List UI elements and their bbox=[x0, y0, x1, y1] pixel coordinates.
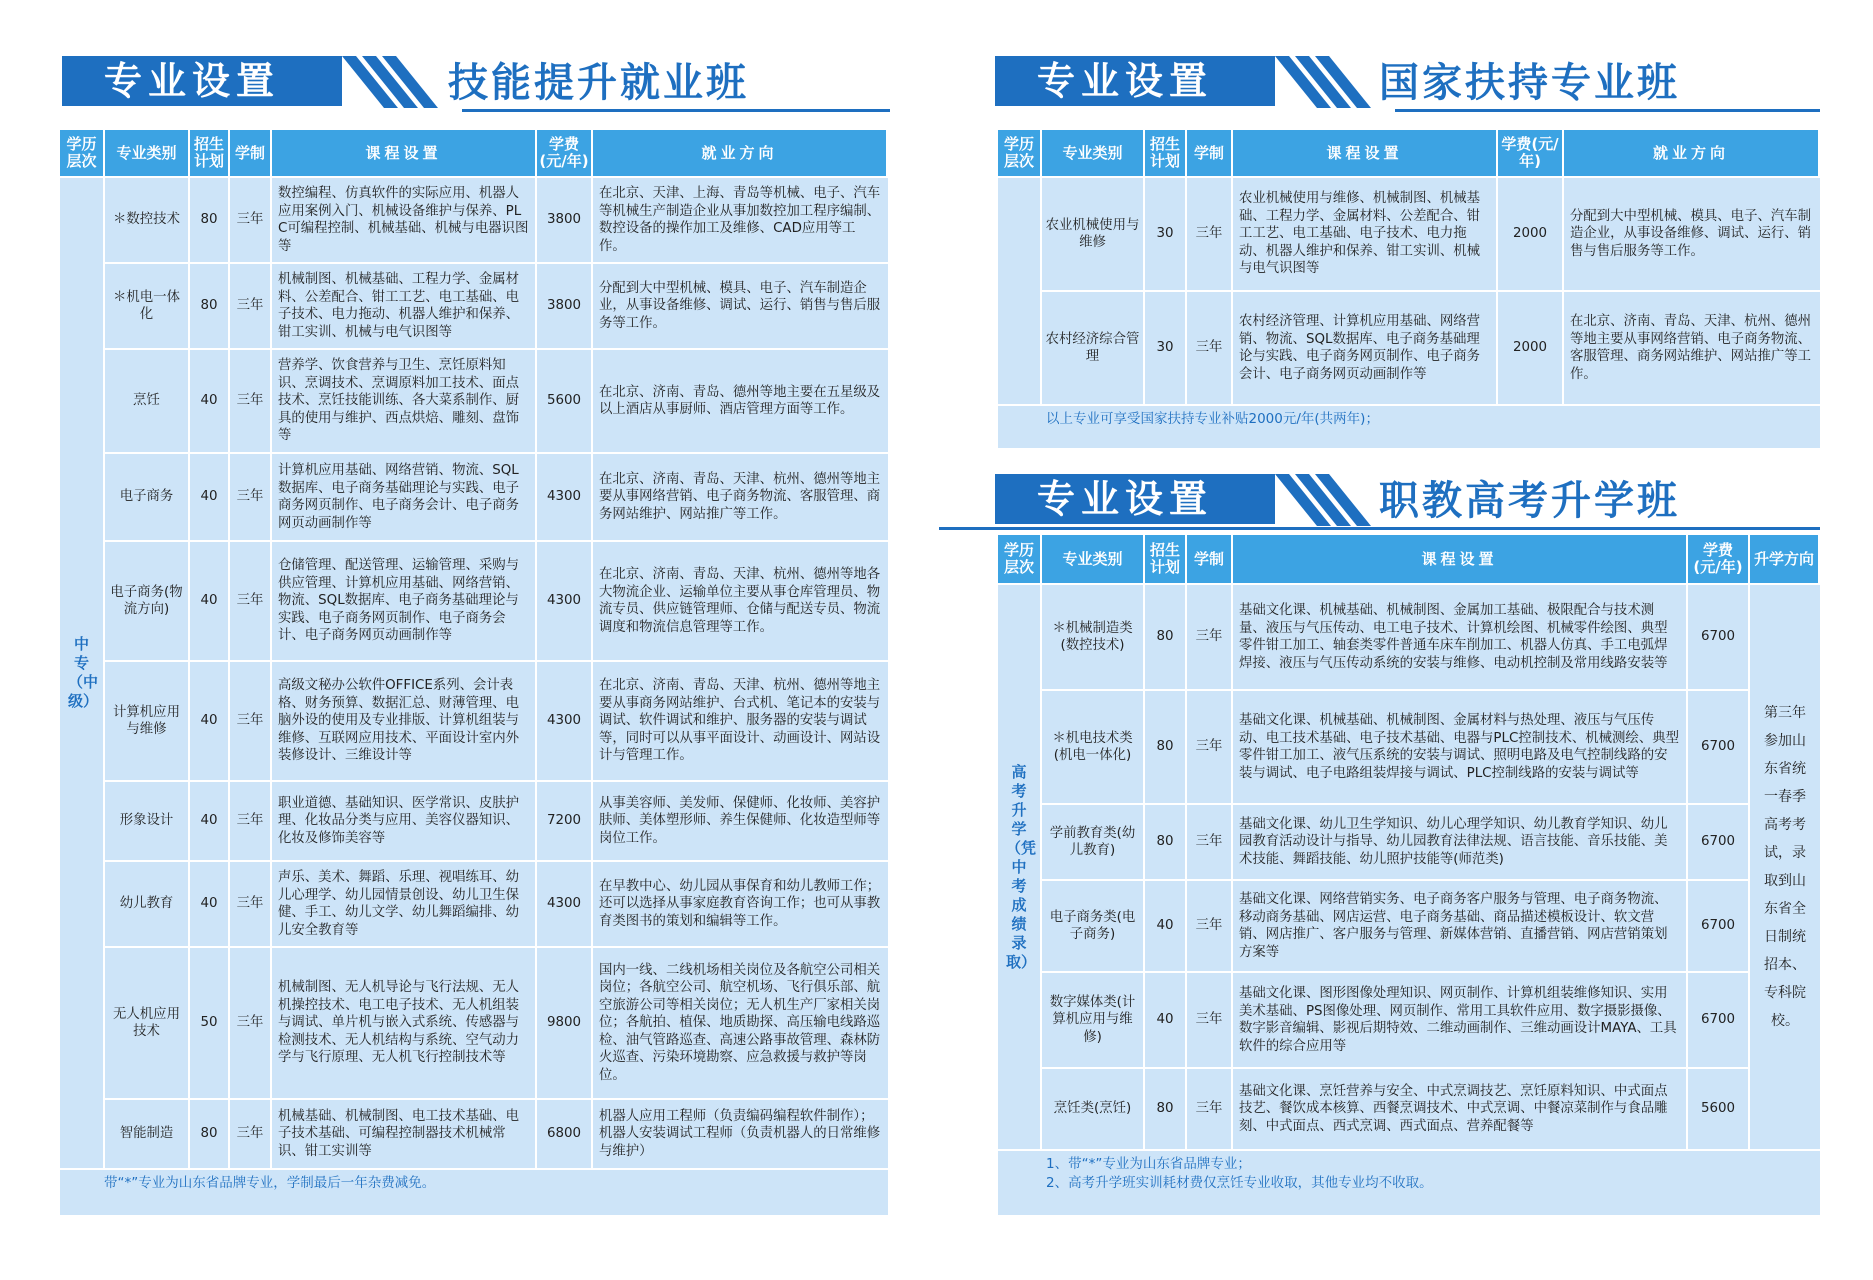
plan-cell: 80 bbox=[1145, 691, 1187, 805]
duration-cell: 三年 bbox=[230, 264, 272, 350]
category-cell: 电子商务(物流方向) bbox=[105, 542, 190, 662]
direction-cell: 在北京、天津、上海、青岛等机械、电子、汽车等机械生产制造企业从事加数控加工程序编制、数控设备的操作加工及维修、CAD应用等工作。 bbox=[593, 178, 888, 264]
table-row bbox=[60, 178, 888, 264]
duration-cell: 三年 bbox=[230, 1100, 272, 1170]
duration-cell: 三年 bbox=[1187, 585, 1233, 691]
fee-cell: 2000 bbox=[1498, 178, 1564, 292]
banner-underline bbox=[1395, 109, 1820, 112]
duration-cell: 三年 bbox=[230, 454, 272, 542]
banner-tag: 专业设置 bbox=[104, 59, 281, 103]
stripes-decoration bbox=[1275, 56, 1395, 108]
header-courses: 课程设置 bbox=[1233, 130, 1498, 178]
table-row bbox=[60, 264, 888, 350]
table-row bbox=[60, 454, 888, 542]
plan-cell: 30 bbox=[1145, 178, 1187, 292]
plan-cell: 80 bbox=[190, 264, 230, 350]
category-cell: 烹饪 bbox=[105, 350, 190, 454]
table-row bbox=[998, 881, 1820, 973]
courses-cell: 农业机械使用与维修、机械制图、机械基础、工程力学、金属材料、公差配合、钳工工艺、电工基础、电子技术、电力拖动、机器人维护和保养、钳工实训、机械与电气识图等 bbox=[1233, 178, 1498, 292]
level-cell bbox=[998, 178, 1042, 406]
header-level: 学历层次 bbox=[998, 130, 1042, 178]
courses-cell: 农村经济管理、计算机应用基础、网络营销、物流、SQL数据库、电子商务基础理论与实践、电子商务网页制作、电子商务会计、电子商务网页动画制作等 bbox=[1233, 292, 1498, 406]
category-cell: 幼儿教育 bbox=[105, 862, 190, 948]
stripes-decoration bbox=[342, 56, 462, 108]
banner-title: 技能提升就业班 bbox=[448, 60, 749, 106]
banner-title: 国家扶持专业班 bbox=[1379, 60, 1680, 106]
duration-cell: 三年 bbox=[1187, 178, 1233, 292]
header-level: 学历层次 bbox=[60, 130, 105, 178]
fee-cell: 2000 bbox=[1498, 292, 1564, 406]
exam-note-2: 2、高考升学班实训耗材费仅烹饪专业收取，其他专业均不收取。 bbox=[1046, 1175, 1433, 1191]
duration-cell: 三年 bbox=[1187, 973, 1233, 1069]
fee-cell: 6700 bbox=[1688, 585, 1750, 691]
duration-cell: 三年 bbox=[1187, 691, 1233, 805]
courses-cell: 声乐、美术、舞蹈、乐理、视唱练耳、幼儿心理学、幼儿园情景创设、幼儿卫生保健、手工、幼儿文学、幼儿舞蹈编排、幼儿安全教育等 bbox=[272, 862, 537, 948]
header-fee: 学费(元/年) bbox=[537, 130, 593, 178]
courses-cell: 基础文化课、图形图像处理知识、网页制作、计算机组装维修知识、实用美术基础、PS图像处理、网页制作、常用工具软件应用、数字摄影摄像、数字影音编辑、影视后期特效、二维动画制作、三维动画设计MAYA、工具软件的综合应用等 bbox=[1233, 973, 1688, 1069]
courses-cell: 数控编程、仿真软件的实际应用、机器人应用案例入门、机械设备维护与保养、PLC可编程控制、机械基础、机械与电器识图等 bbox=[272, 178, 537, 264]
plan-cell: 80 bbox=[190, 178, 230, 264]
banner-underline bbox=[939, 527, 1820, 530]
level-cell: 中专（中级） bbox=[60, 178, 105, 1170]
duration-cell: 三年 bbox=[230, 948, 272, 1100]
direction-cell: 在早教中心、幼儿园从事保育和幼儿教师工作；还可以选择从事家庭教育咨询工作；也可从事教育类图书的策划和编辑等工作。 bbox=[593, 862, 888, 948]
duration-cell: 三年 bbox=[1187, 292, 1233, 406]
exam-notes bbox=[998, 1151, 1820, 1197]
category-cell: 数字媒体类(计算机应用与维修) bbox=[1042, 973, 1145, 1069]
table-row bbox=[60, 782, 888, 862]
banner-exam bbox=[995, 470, 1820, 530]
fee-cell: 7200 bbox=[537, 782, 593, 862]
direction-cell: 分配到大中型机械、模具、电子、汽车制造企业，从事设备维修、调试、运行、销售与售后服务等工作。 bbox=[1564, 178, 1820, 292]
skill-panel bbox=[60, 130, 888, 1215]
courses-cell: 机械制图、机械基础、工程力学、金属材料、公差配合、钳工工艺、电工基础、电子技术、电力拖动、机器人维护和保养、钳工实训、机械与电气识图等 bbox=[272, 264, 537, 350]
plan-cell: 80 bbox=[190, 1100, 230, 1170]
state-panel bbox=[998, 130, 1820, 448]
category-cell: ＊机电技术类(机电一体化) bbox=[1042, 691, 1145, 805]
duration-cell: 三年 bbox=[1187, 1069, 1233, 1151]
table-row bbox=[998, 585, 1820, 691]
plan-cell: 50 bbox=[190, 948, 230, 1100]
category-cell: 学前教育类(幼儿教育) bbox=[1042, 805, 1145, 881]
table-row bbox=[998, 805, 1820, 881]
banner-skill bbox=[62, 52, 890, 112]
plan-cell: 30 bbox=[1145, 292, 1187, 406]
table-row bbox=[60, 948, 888, 1100]
courses-cell: 基础文化课、烹饪营养与安全、中式烹调技艺、烹饪原料知识、中式面点技艺、餐饮成本核算、西餐烹调技术、中式烹调、中餐凉菜制作与食品雕刻、中式面点、西式烹调、西式面点、营养配餐等 bbox=[1233, 1069, 1688, 1151]
courses-cell: 基础文化课、机械基础、机械制图、金属材料与热处理、液压与气压传动、电工技术基础、电子技术基础、电器与PLC控制技术、机械测绘、典型零件钳工加工、液气压系统的安装与调试、照明电路及电气控制线路的安装与调试、电子电路组装焊接与调试、PLC控制线路的安装与调试等 bbox=[1233, 691, 1688, 805]
header-direction: 就业方向 bbox=[1564, 130, 1820, 178]
category-cell: 农业机械使用与维修 bbox=[1042, 178, 1145, 292]
fee-cell: 6800 bbox=[537, 1100, 593, 1170]
fee-cell: 4300 bbox=[537, 542, 593, 662]
courses-cell: 基础文化课、机械基础、机械制图、金属加工基础、极限配合与技术测量、液压与气压传动、电工电子技术、计算机绘图、机械零件绘图、典型零件钳工加工、轴套类零件普通车床车削加工、机器人仿真、手工电弧焊焊接、液压与气压传动系统的安装与维修、电动机控制及常用线路安装等 bbox=[1233, 585, 1688, 691]
state-table bbox=[998, 130, 1820, 406]
duration-cell: 三年 bbox=[230, 782, 272, 862]
banner-title: 职教高考升学班 bbox=[1379, 478, 1680, 524]
header-duration: 学制 bbox=[230, 130, 272, 178]
category-cell: ＊机械制造类(数控技术) bbox=[1042, 585, 1145, 691]
exam-note-1: 1、带“*”专业为山东省品牌专业； bbox=[1046, 1156, 1251, 1172]
fee-cell: 4300 bbox=[537, 454, 593, 542]
category-cell: 电子商务类(电子商务) bbox=[1042, 881, 1145, 973]
category-cell: ＊机电一体化 bbox=[105, 264, 190, 350]
table-row bbox=[60, 862, 888, 948]
duration-cell: 三年 bbox=[230, 662, 272, 782]
plan-cell: 40 bbox=[190, 542, 230, 662]
header-courses: 课程设置 bbox=[272, 130, 537, 178]
direction-cell: 机器人应用工程师（负责编码编程软件制作）；机器人安装调试工程师（负责机器人的日常维修与维护） bbox=[593, 1100, 888, 1170]
banner-underline bbox=[462, 109, 890, 112]
plan-cell: 40 bbox=[1145, 881, 1187, 973]
plan-cell: 80 bbox=[1145, 805, 1187, 881]
plan-cell: 80 bbox=[1145, 585, 1187, 691]
duration-cell: 三年 bbox=[1187, 881, 1233, 973]
duration-cell: 三年 bbox=[230, 862, 272, 948]
table-row bbox=[998, 691, 1820, 805]
table-row bbox=[60, 350, 888, 454]
plan-cell: 40 bbox=[190, 782, 230, 862]
duration-cell: 三年 bbox=[230, 542, 272, 662]
plan-cell: 40 bbox=[190, 862, 230, 948]
direction-cell: 从事美容师、美发师、保健师、化妆师、美容护肤师、美体塑形师、养生保健师、化妆造型师等岗位工作。 bbox=[593, 782, 888, 862]
fee-cell: 9800 bbox=[537, 948, 593, 1100]
header-category: 专业类别 bbox=[1042, 130, 1145, 178]
plan-cell: 40 bbox=[1145, 973, 1187, 1069]
fee-cell: 6700 bbox=[1688, 691, 1750, 805]
header-duration: 学制 bbox=[1187, 130, 1233, 178]
fee-cell: 6700 bbox=[1688, 805, 1750, 881]
banner-state bbox=[995, 52, 1820, 112]
table-row bbox=[998, 178, 1820, 292]
plan-cell: 40 bbox=[190, 662, 230, 782]
courses-cell: 高级文秘办公软件OFFICE系列、会计表格、财务预算、数据汇总、财薄管理、电脑外设的使用及专业排版、计算机组装与维修、互联网应用技术、平面设计室内外装修设计、三维设计等 bbox=[272, 662, 537, 782]
category-cell: 智能制造 bbox=[105, 1100, 190, 1170]
table-row bbox=[998, 1069, 1820, 1151]
header-category: 专业类别 bbox=[1042, 535, 1145, 585]
banner-tag-bar bbox=[62, 56, 342, 106]
direction-cell: 国内一线、二线机场相关岗位及各航空公司相关岗位；各航空公司、航空机场、飞行俱乐部、航空旅游公司等相关岗位；无人机生产厂家相关岗位；各航拍、植保、地质勘探、高压输电线路巡检、油气管路巡查、高速公路事故管理、森林防火巡查、污染环境勘察、应急救援与救护等岗位。 bbox=[593, 948, 888, 1100]
exam-table bbox=[998, 535, 1820, 1151]
header-plan: 招生计划 bbox=[1145, 535, 1187, 585]
fee-cell: 4300 bbox=[537, 862, 593, 948]
duration-cell: 三年 bbox=[1187, 805, 1233, 881]
courses-cell: 仓储管理、配送管理、运输管理、采购与供应管理、计算机应用基础、网络营销、物流、SQL数据库、电子商务基础理论与实践、电子商务网页制作、电子商务会计、电子商务网页动画制作等 bbox=[272, 542, 537, 662]
banner-tag: 专业设置 bbox=[1037, 477, 1214, 521]
table-row bbox=[998, 292, 1820, 406]
plan-cell: 40 bbox=[190, 454, 230, 542]
plan-cell: 40 bbox=[190, 350, 230, 454]
direction-cell: 在北京、济南、青岛、天津、杭州、德州等地主要从事商务网站维护、台式机、笔记本的安装与调试、软件调试和维护、服务器的安装与调试等，同时可以从事平面设计、动画设计、网站设计与管理工作。 bbox=[593, 662, 888, 782]
banner-tag-bar bbox=[995, 56, 1275, 106]
courses-cell: 计算机应用基础、网络营销、物流、SQL数据库、电子商务基础理论与实践、电子商务网页制作、电子商务会计、电子商务网页动画制作等 bbox=[272, 454, 537, 542]
duration-cell: 三年 bbox=[230, 350, 272, 454]
category-cell: 无人机应用技术 bbox=[105, 948, 190, 1100]
header-direction: 升学方向 bbox=[1750, 535, 1820, 585]
category-cell: 农村经济综合管理 bbox=[1042, 292, 1145, 406]
courses-cell: 职业道德、基础知识、医学常识、皮肤护理、化妆品分类与应用、美容仪器知识、化妆及修饰美容等 bbox=[272, 782, 537, 862]
stripes-decoration bbox=[1275, 474, 1395, 526]
direction-cell: 第三年参加山东省统一春季高考考试，录取到山东省全日制统招本、专科院校。 bbox=[1750, 585, 1820, 1151]
courses-cell: 基础文化课、幼儿卫生学知识、幼儿心理学知识、幼儿教育学知识、幼儿园教育活动设计与指导、幼儿园教育法律法规、语言技能、音乐技能、美术技能、舞蹈技能、幼儿照护技能等(师范类) bbox=[1233, 805, 1688, 881]
header-duration: 学制 bbox=[1187, 535, 1233, 585]
fee-cell: 6700 bbox=[1688, 973, 1750, 1069]
header-level: 学历层次 bbox=[998, 535, 1042, 585]
banner-tag: 专业设置 bbox=[1037, 59, 1214, 103]
header-plan: 招生计划 bbox=[190, 130, 230, 178]
state-note: 以上专业可享受国家扶持专业补贴2000元/年(共两年)； bbox=[1046, 411, 1379, 427]
header-fee: 学费(元/年) bbox=[1498, 130, 1564, 178]
header-plan: 招生计划 bbox=[1145, 130, 1187, 178]
header-fee: 学费(元/年) bbox=[1688, 535, 1750, 585]
header-courses: 课程设置 bbox=[1233, 535, 1688, 585]
duration-cell: 三年 bbox=[230, 178, 272, 264]
table-row bbox=[998, 973, 1820, 1069]
direction-cell: 在北京、济南、青岛、天津、杭州、德州等地主要从事网络营销、电子商务物流、客服管理、商务网站维护、网站推广等工作。 bbox=[593, 454, 888, 542]
skill-table bbox=[60, 130, 888, 1170]
table-row bbox=[60, 1100, 888, 1170]
category-cell: 计算机应用与维修 bbox=[105, 662, 190, 782]
courses-cell: 基础文化课、网络营销实务、电子商务客户服务与管理、电子商务物流、移动商务基础、网店运营、电子商务基础、商品描述模板设计、软文营销、网店推广、客户服务与管理、新媒体营销、直播营销、网店营销策划方案等 bbox=[1233, 881, 1688, 973]
category-cell: ＊数控技术 bbox=[105, 178, 190, 264]
plan-cell: 80 bbox=[1145, 1069, 1187, 1151]
fee-cell: 6700 bbox=[1688, 881, 1750, 973]
direction-cell: 在北京、济南、青岛、天津、杭州、德州等地主要从事网络营销、电子商务物流、客服管理、商务网站维护、网站推广等工作。 bbox=[1564, 292, 1820, 406]
level-cell: 高考升学（凭中考成绩录取） bbox=[998, 585, 1042, 1151]
banner-tag-bar bbox=[995, 474, 1275, 524]
direction-cell: 在北京、济南、青岛、德州等地主要在五星级及以上酒店从事厨师、酒店管理方面等工作。 bbox=[593, 350, 888, 454]
courses-cell: 机械制图、无人机导论与飞行法规、无人机操控技术、电工电子技术、无人机组装与调试、单片机与嵌入式系统、传感器与检测技术、无人机结构与系统、空气动力学与飞行原理、无人机飞行控制技术等 bbox=[272, 948, 537, 1100]
category-cell: 形象设计 bbox=[105, 782, 190, 862]
header-direction: 就业方向 bbox=[593, 130, 888, 178]
fee-cell: 5600 bbox=[1688, 1069, 1750, 1151]
courses-cell: 机械基础、机械制图、电工技术基础、电子技术基础、可编程控制器技术机械常识、钳工实训等 bbox=[272, 1100, 537, 1170]
fee-cell: 3800 bbox=[537, 264, 593, 350]
fee-cell: 3800 bbox=[537, 178, 593, 264]
fee-cell: 4300 bbox=[537, 662, 593, 782]
direction-cell: 在北京、济南、青岛、天津、杭州、德州等地各大物流企业、运输单位主要从事仓库管理员、物流专员、供应链管理师、仓储与配送专员、物流调度和物流信息管理等工作。 bbox=[593, 542, 888, 662]
category-cell: 烹饪类(烹饪) bbox=[1042, 1069, 1145, 1151]
direction-cell: 分配到大中型机械、模具、电子、汽车制造企业，从事设备维修、调试、运行、销售与售后服务等工作。 bbox=[593, 264, 888, 350]
fee-cell: 5600 bbox=[537, 350, 593, 454]
courses-cell: 营养学、饮食营养与卫生、烹饪原料知识、烹调技术、烹调原料加工技术、面点技术、烹饪技能训练、各大菜系制作、厨具的使用与维护、西点烘焙、雕刻、盘饰等 bbox=[272, 350, 537, 454]
exam-panel bbox=[998, 535, 1820, 1215]
table-row bbox=[60, 542, 888, 662]
header-category: 专业类别 bbox=[105, 130, 190, 178]
skill-note: 带“*”专业为山东省品牌专业，学制最后一年杂费减免。 bbox=[104, 1175, 436, 1191]
category-cell: 电子商务 bbox=[105, 454, 190, 542]
table-row bbox=[60, 662, 888, 782]
